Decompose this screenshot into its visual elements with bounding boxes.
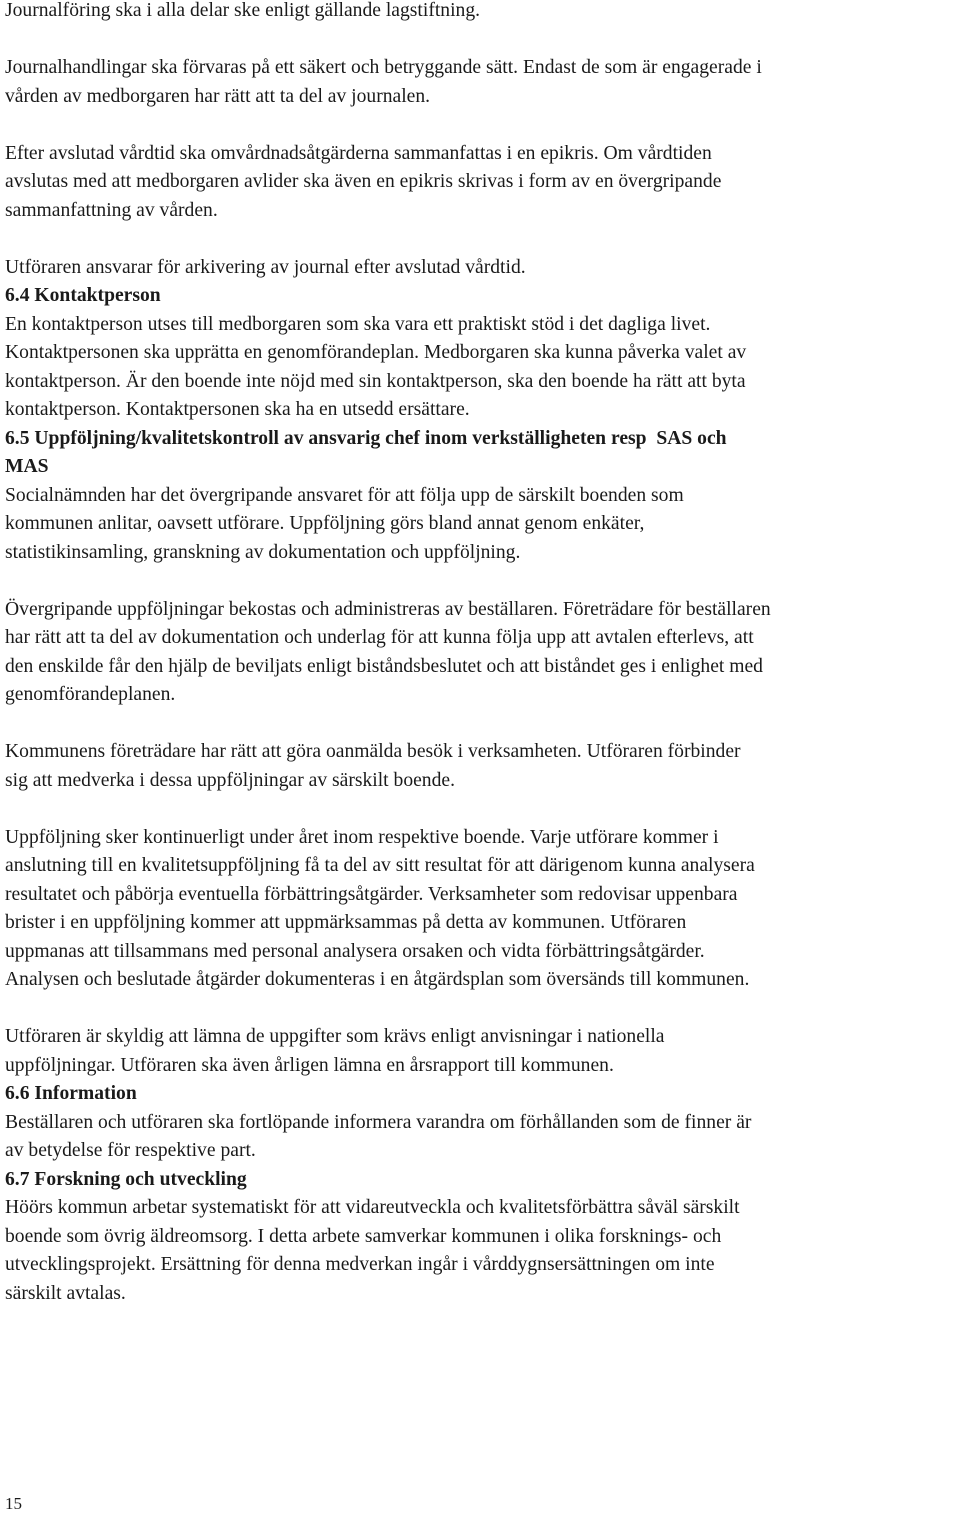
- heading-6-6: 6.6 Information: [5, 1083, 137, 1104]
- paragraph-kommunens-foretradare: Kommunens företrädare har rätt att göra oanmälda besök i verksamheten. Utföraren förbinder sig att medverka i dessa uppföljningar av särskilt boende.: [5, 741, 741, 791]
- paragraph-overgripande: Övergripande uppföljningar bekostas och administreras av beställaren. Företrädare för beställaren har rätt att ta del av dokumentation och underlag för att kunna följa upp att avtalen efterlevs, att den enskilde får den hjälp de beviljats enligt biståndsbeslutet och att biståndet ges i enlighet med genomförandeplanen.: [5, 598, 771, 705]
- paragraph-journalhandlingar: Journalhandlingar ska förvaras på ett säkert och betryggande sätt. Endast de som är engagerade i vården av medborgaren har rätt att ta del av journalen.: [5, 57, 762, 107]
- paragraph-journalforing: Journalföring ska i alla delar ske enligt gällande lagstiftning.: [5, 0, 481, 21]
- heading-6-5: 6.5 Uppföljning/kvalitetskontroll av ansvarig chef inom verkställigheten resp SAS och MAS: [5, 427, 727, 477]
- paragraph-arkivering: Utföraren ansvarar för arkivering av journal efter avslutad vårdtid.: [5, 256, 526, 278]
- paragraph-uppfoljning-kontinuerligt: Uppföljning sker kontinuerligt under året inom respektive boende. Varje utförare kommer i anslutning till en kvalitetsuppföljning få ta del av sitt resultat för att därigenom kunna analysera resultatet och påbörja eventuella förbättringsåtgärder. Verksamheter som redovisar uppenbara brister i en uppföljning kommer att uppmärksammas på detta av kommunen. Utföraren uppmanas att tillsammans med personal analysera orsaken och vidta förbättringsåtgärder. Analysen och beslutade åtgärder dokumenteras i en åtgärdsplan som översänds till kommunen.: [5, 826, 755, 990]
- paragraph-epikris: Efter avslutad vårdtid ska omvårdnadsåtgärderna sammanfattas i en epikris. Om vårdtiden avslutas med att medborgaren avlider ska även en epikris skrivas i form av en övergripande sammanfattning av vården.: [5, 142, 722, 221]
- page-number: 15: [5, 1494, 22, 1513]
- document-page: [5, 0, 957, 1308]
- paragraph-kontaktperson: En kontaktperson utses till medborgaren som ska vara ett praktiskt stöd i det dagliga livet. Kontaktpersonen ska upprätta en genomförandeplan. Medborgaren ska kunna påverka valet av kontaktperson. Är den boende inte nöjd med sin kontaktperson, ska den boende ha rätt att byta kontaktperson. Kontaktpersonen ska ha en utsedd ersättare.: [5, 313, 747, 420]
- heading-6-7: 6.7 Forskning och utveckling: [5, 1168, 247, 1190]
- paragraph-skyldig: Utföraren är skyldig att lämna de uppgifter som krävs enligt anvisningar i nationella uppföljningar. Utföraren ska även årligen lämna en årsrapport till kommunen.: [5, 1026, 665, 1076]
- heading-6-4: 6.4 Kontaktperson: [5, 285, 161, 306]
- paragraph-forskning: Höörs kommun arbetar systematiskt för att vidareutveckla och kvalitetsförbättra såväl särskilt boende som övrig äldreomsorg. I detta arbete samverkar kommunen i olika forsknings- och utvecklingsprojekt. Ersättning för denna medverkan ingår i vårddygnsersättningen om inte särskilt avtalas.: [5, 1197, 740, 1304]
- paragraph-information: Beställaren och utföraren ska fortlöpande informera varandra om förhållanden som de finner är av betydelse för respektive part.: [5, 1111, 752, 1161]
- paragraph-socialnamnden: Socialnämnden har det övergripande ansvaret för att följa upp de särskilt boenden som kommunen anlitar, oavsett utförare. Uppföljning görs bland annat genom enkäter, statistikinsamling, granskning av dokumentation och uppföljning.: [5, 484, 684, 563]
